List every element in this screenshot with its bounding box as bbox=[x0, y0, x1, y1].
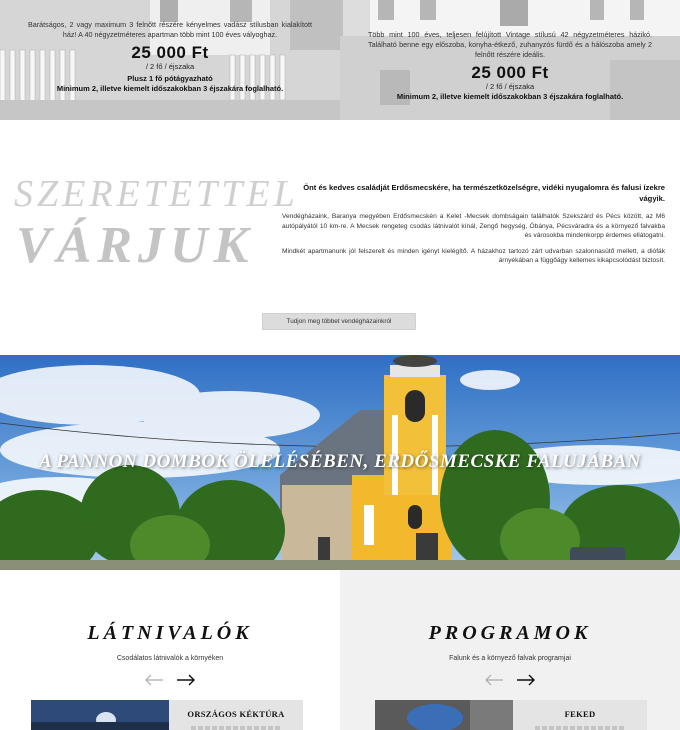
content-columns bbox=[0, 570, 680, 730]
hero-banner bbox=[0, 355, 680, 570]
apartment-description: Több mint 100 éves, teljesen felújított Vintage stílusú 42 négyzetméteres házikó. Található benne egy előszoba, konyha-étkező, zuhanyzós fürdő és a hálószoba amely 2 felnőtt részére ideális. bbox=[368, 30, 652, 59]
programs-carousel-controls bbox=[340, 674, 680, 686]
arrow-right-icon[interactable] bbox=[516, 674, 536, 686]
programs-heading: PROGRAMOK bbox=[428, 622, 592, 644]
apartment-price: 25 000 Ft bbox=[471, 63, 549, 82]
programs-section bbox=[340, 570, 680, 730]
price-unit: / 2 fő / éjszaka bbox=[145, 62, 195, 71]
welcome-title-line2: VÁRJUK bbox=[16, 217, 255, 274]
price-unit: / 2 fő / éjszaka bbox=[485, 82, 535, 91]
minimum-nights-note: Minimum 2, illetve kiemelt időszakokban 3 éjszakára foglalható. bbox=[56, 84, 284, 93]
apartment-card-vintage bbox=[340, 0, 680, 120]
apartment-description: Barátságos, 2 vagy maximum 3 felnőtt részére kényelmes vadász stílusban kialakított ház! A 40 négyzetméteres apartman több mint 100 éves vályoghaz. bbox=[28, 20, 312, 39]
attractions-heading: LÁTNIVALÓK bbox=[87, 622, 253, 644]
welcome-text bbox=[282, 182, 665, 272]
arrow-right-icon[interactable] bbox=[176, 674, 196, 686]
programs-subtitle: Falunk és a környező falvak programjai bbox=[449, 655, 571, 662]
apartment-price: 25 000 Ft bbox=[131, 43, 209, 62]
learn-more-button[interactable]: Tudjon meg többet vendégházainkról bbox=[262, 313, 416, 330]
arrow-left-icon[interactable] bbox=[484, 674, 504, 686]
attractions-subtitle: Csodálatos látnivalók a környéken bbox=[116, 655, 224, 662]
attraction-card-image bbox=[31, 700, 169, 730]
program-card[interactable] bbox=[375, 700, 647, 730]
welcome-paragraph-location: Vendégházaink, Baranya megyében Erdősmecskén a Kelet -Mecsek dombságain találhatók Szekszárd és Pécs között, az M6 autópályától 10 km-re. A Mecsek rengeteg csodás látnivalót kínál, Zengő hegység, Óbánya, Pécsváradra és a környező falvakba és városokba mindenkorpp érdemes ellátogatni. bbox=[282, 213, 665, 240]
welcome-paragraph-amenities: Mindkét apartmanunk jól felszerelt és minden igényt kielégítő. A házakhoz tartozó zárt udvarban szalonnasütő mellett, a diófák árnyékában a függőágy kellemes kikapcsolódást biztosít. bbox=[282, 247, 665, 265]
arrow-left-icon[interactable] bbox=[144, 674, 164, 686]
attraction-card-title: ORSZÁGOS KÉKTÚRA bbox=[187, 709, 285, 719]
attraction-card[interactable] bbox=[31, 700, 303, 730]
program-card-title: FEKED bbox=[564, 709, 596, 719]
pricing-section bbox=[0, 0, 680, 120]
minimum-nights-note: Minimum 2, illetve kiemelt időszakokban 3 éjszakára foglalható. bbox=[396, 92, 624, 101]
program-card-image bbox=[375, 700, 513, 730]
welcome-section bbox=[0, 120, 680, 355]
welcome-title-line1: SZERETETTEL bbox=[14, 173, 299, 215]
attractions-section bbox=[0, 570, 340, 730]
hero-slogan: A PANNON DOMBOK ÖLELÉSÉBEN, ERDŐSMECSKE FALUJÁBAN bbox=[38, 451, 642, 472]
extra-bed-note: Plusz 1 fő pótágyazható bbox=[127, 74, 213, 83]
apartment-card-hunter bbox=[0, 0, 340, 120]
attractions-carousel-controls bbox=[0, 674, 340, 686]
welcome-lead: Önt és kedves családját Erdősmecskére, ha természetközelségre, vidéki nyugalomra és falusi ízekre vágyik. bbox=[303, 183, 665, 203]
